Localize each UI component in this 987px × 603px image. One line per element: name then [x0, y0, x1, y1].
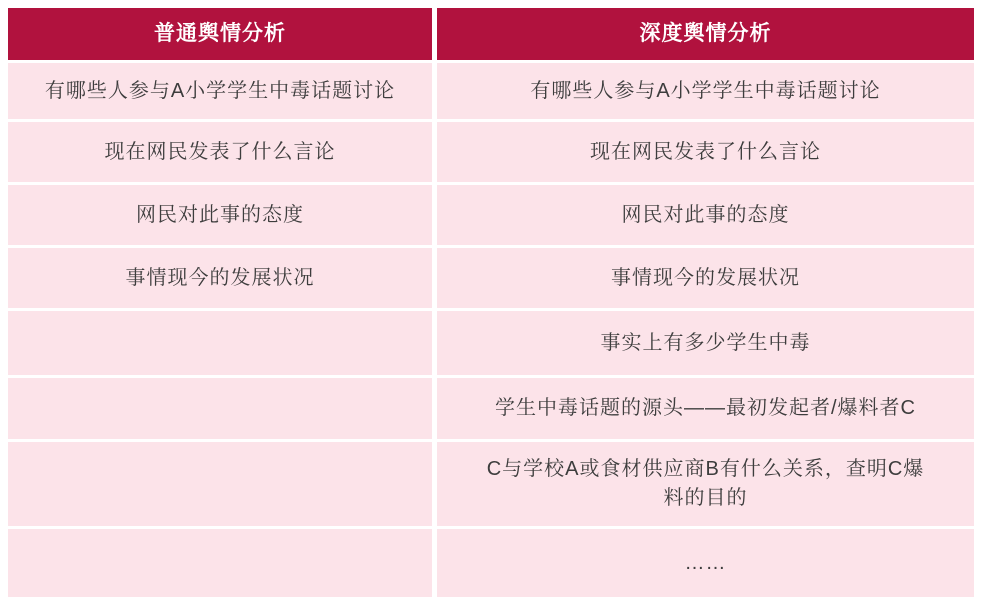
cell-text: 网民对此事的态度	[136, 203, 304, 226]
table-cell	[437, 122, 974, 182]
header-label-deep: 深度舆情分析	[639, 21, 772, 45]
table-cell	[437, 378, 974, 439]
cell-text: 事实上有多少学生中毒	[600, 331, 811, 354]
cell-text: 有哪些人参与A小学学生中毒话题讨论	[44, 79, 396, 102]
table-cell-ellipsis	[437, 529, 974, 597]
table-cell	[437, 442, 974, 526]
cell-text: 网民对此事的态度	[621, 203, 790, 226]
table-cell	[437, 185, 974, 245]
table-cell	[8, 63, 432, 119]
header-cell-deep-analysis	[437, 8, 974, 60]
cell-text: 学生中毒话题的源头——最初发起者/爆料者C	[495, 397, 916, 419]
cell-text: 现在网民发表了什么言论	[590, 140, 821, 163]
cell-text: C与学校A或食材供应商B有什么关系，查明C爆料的目的	[486, 458, 925, 509]
cell-text: ……	[684, 551, 727, 574]
header-cell-ordinary-analysis	[8, 8, 432, 60]
table-cell	[8, 122, 432, 182]
table-cell-empty	[8, 311, 432, 375]
cell-text: 有哪些人参与A小学学生中毒话题讨论	[530, 79, 881, 102]
table-cell	[437, 311, 974, 375]
table-cell-empty	[8, 442, 432, 526]
comparison-table	[8, 8, 974, 597]
cell-text: 事情现今的发展状况	[125, 266, 315, 289]
table-cell-empty	[8, 529, 432, 597]
table-cell	[8, 248, 432, 308]
header-label-ordinary: 普通舆情分析	[154, 21, 286, 45]
cell-text: 事情现今的发展状况	[611, 266, 800, 289]
table-cell	[437, 63, 974, 119]
table-cell-empty	[8, 378, 432, 439]
table-cell	[8, 185, 432, 245]
table-cell	[437, 248, 974, 308]
cell-text: 现在网民发表了什么言论	[104, 140, 336, 163]
